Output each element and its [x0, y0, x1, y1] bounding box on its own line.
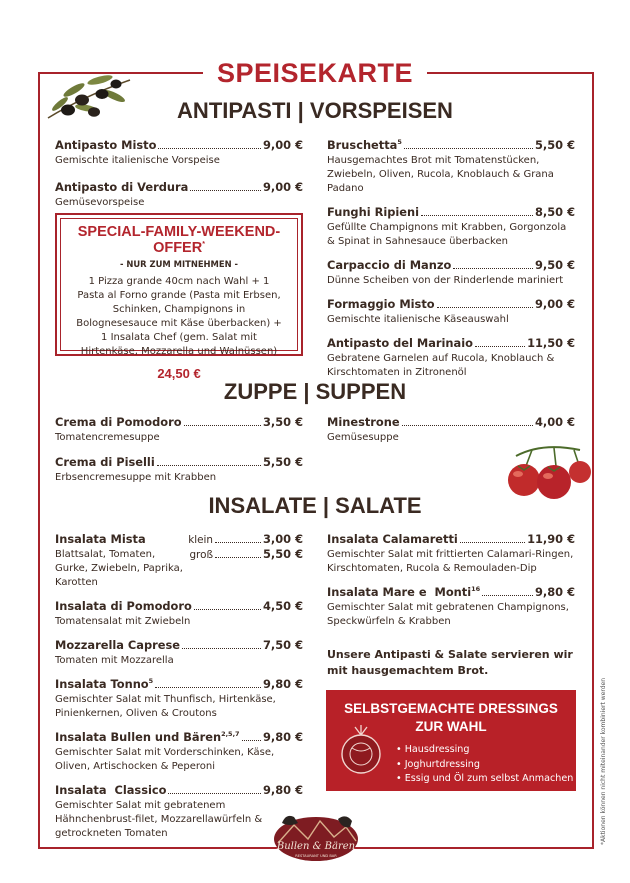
- item-price: 4,00 €: [535, 415, 575, 429]
- offer-price: 24,50 €: [157, 366, 201, 381]
- item-description: Tomatencremesuppe: [55, 432, 160, 443]
- menu-item: [55, 677, 303, 721]
- item-description: Tomatensalat mit Zwiebeln: [55, 616, 191, 627]
- size-label: groß: [189, 549, 213, 561]
- item-description: Gebratene Garnelen auf Rucola, Knoblauch & Kirschtomaten in Zitronenöl: [327, 353, 555, 378]
- item-price: 5,50 €: [535, 138, 575, 152]
- menu-item-insalata-mista: [55, 532, 303, 590]
- dressings-title: SELBSTGEMACHTE DRESSINGS ZUR WAHL: [344, 701, 558, 734]
- menu-item: [327, 532, 575, 576]
- item-description: Erbsencremesuppe mit Krabben: [55, 472, 217, 483]
- dressing-item: • Hausdressing: [396, 743, 573, 758]
- insalate-right-column: [327, 532, 575, 679]
- menu-item: [327, 336, 575, 380]
- item-price: 11,50 €: [527, 336, 575, 350]
- item-description: Hausgemachtes Brot mit Tomatenstücken, Zwiebeln, Oliven, Rucola, Knoblauch & Grana Padano: [327, 155, 554, 194]
- item-name: Bruschetta$^5$: [327, 138, 402, 152]
- item-description: Gemischter Salat mit gebratenem Hähnchenbrust-filet, Mozzarellawürfeln & getrockneten Tomaten: [55, 800, 263, 839]
- bull-and-bear-logo: [268, 805, 364, 865]
- antipasti-right-column: [327, 138, 575, 389]
- item-name: Antipasto di Verdura: [55, 180, 189, 194]
- menu-item: [55, 138, 303, 168]
- item-description: Gemischte italienische Käseauswahl: [327, 314, 509, 325]
- item-name: Carpaccio di Manzo: [327, 258, 452, 272]
- size-label: klein: [188, 534, 213, 546]
- item-name: Insalata Tonno$^5$: [55, 677, 154, 691]
- item-description: Gemüsesuppe: [327, 432, 399, 443]
- item-name: Insalata di Pomodoro: [55, 599, 192, 613]
- logo-subtext: RESTAURANT UND BAR: [295, 854, 337, 858]
- offer-description: 1 Pizza grande 40cm nach Wahl + 1 Pasta al Forno grande (Pasta mit Erbsen, Schinken, Champignons in Bolognesesauce mit Käse überbacken) + 1 Insalata Chef (gem. Salat mit Hirtenkäse, Mozzarella und Walnüssen): [76, 276, 282, 357]
- item-description: Blattsalat, Tomaten, Gurke, Zwiebeln, Paprika, Karotten: [55, 549, 183, 588]
- item-description: Gemischter Salat mit frittierten Calamari-Ringen, Kirschtomaten, Rucola & Remouladen-Dip: [327, 549, 574, 574]
- dressings-box: [326, 690, 576, 791]
- item-price: 4,50 €: [263, 599, 303, 613]
- item-price: 9,00 €: [535, 297, 575, 311]
- logo-text: Bullen & Bären: [276, 841, 356, 852]
- item-price: 9,80 €: [535, 585, 575, 599]
- item-name: Crema di Pomodoro: [55, 415, 182, 429]
- item-description: Gemischter Salat mit Vorderschinken, Käse, Oliven, Artischocken & Peperoni: [55, 747, 275, 772]
- item-price: 7,50 €: [263, 638, 303, 652]
- menu-item: [55, 180, 303, 210]
- menu-item: [55, 599, 303, 629]
- item-name: Antipasto Misto: [55, 138, 157, 152]
- item-price: 9,50 €: [535, 258, 575, 272]
- item-name: Minestrone: [327, 415, 400, 429]
- section-title-insalate: INSALATE | SALATE: [208, 493, 422, 518]
- menu-item: [327, 138, 575, 196]
- item-price: 8,50 €: [535, 205, 575, 219]
- item-name: Mozzarella Caprese: [55, 638, 180, 652]
- tomato-illustration-icon: [338, 720, 384, 778]
- item-price: 9,00 €: [263, 180, 303, 194]
- bread-note: Unsere Antipasti & Salate servieren wir mit hausgemachtem Brot.: [327, 648, 573, 677]
- item-name: Formaggio Misto: [327, 297, 435, 311]
- offer-subtitle: - NUR ZUM MITNEHMEN -: [119, 259, 239, 269]
- zuppe-left-column: [55, 415, 303, 494]
- item-name: Insalata Mista: [55, 532, 146, 546]
- menu-item: [327, 585, 575, 629]
- menu-item: [55, 638, 303, 668]
- menu-item: [327, 258, 575, 288]
- item-price: 3,50 €: [263, 415, 303, 429]
- menu-item: [55, 415, 303, 445]
- item-price: 11,90 €: [527, 532, 575, 546]
- item-description: Gemischter Salat mit gebratenen Champignons, Speckwürfeln & Krabben: [327, 602, 569, 627]
- item-description: Gemüsevorspeise: [55, 197, 145, 208]
- item-name: Insalata Calamaretti: [327, 532, 458, 546]
- section-title-antipasti: ANTIPASTI | VORSPEISEN: [177, 98, 453, 123]
- dressings-list: [396, 743, 573, 787]
- insalate-left-column: [55, 532, 303, 850]
- item-price: 5,50 €: [263, 455, 303, 469]
- item-price: 9,80 €: [263, 730, 303, 744]
- dressing-item: • Joghurtdressing: [396, 758, 573, 773]
- menu-item: [327, 205, 575, 249]
- item-price: 9,00 €: [263, 138, 303, 152]
- combination-note: *Aktionen können nicht miteinander kombiniert werden: [600, 677, 607, 845]
- item-name: Insalata Bullen und Bären$^{2,5,7}$: [55, 730, 240, 744]
- section-title-zuppe: ZUPPE | SUPPEN: [223, 379, 407, 404]
- item-price: 9,80 €: [263, 677, 303, 691]
- item-description: Gemischte italienische Vorspeise: [55, 155, 220, 166]
- item-description: Dünne Scheiben von der Rinderlende mariniert: [327, 275, 564, 286]
- item-description: Gefüllte Champignons mit Krabben, Gorgonzola & Spinat in Sahnesauce überbacken: [327, 222, 567, 247]
- item-name: Antipasto del Marinaio: [327, 336, 473, 350]
- item-name: Crema di Piselli: [55, 455, 155, 469]
- menu-item: [55, 455, 303, 485]
- item-description: Gemischter Salat mit Thunfisch, Hirtenkäse, Pinienkernen, Oliven & Croutons: [55, 694, 276, 719]
- page-title: SPEISEKARTE: [203, 58, 427, 88]
- menu-item: [55, 783, 303, 841]
- offer-title: SPECIAL-FAMILY-WEEKEND-OFFER*: [77, 224, 281, 256]
- menu-item: [55, 730, 303, 774]
- special-offer-box: [55, 213, 303, 381]
- item-name: Insalata Classico: [55, 783, 167, 797]
- antipasti-left-column: [55, 138, 303, 219]
- item-name: Insalata Mare e Monti$^{16}$: [327, 585, 481, 599]
- item-description: Tomaten mit Mozzarella: [55, 655, 174, 666]
- item-price: 3,00 €: [263, 532, 303, 546]
- item-price: 5,50 €: [263, 547, 303, 561]
- dressing-item: • Essig und Öl zum selbst Anmachen: [396, 772, 573, 787]
- item-name: Funghi Ripieni: [327, 205, 420, 219]
- menu-item: [327, 297, 575, 327]
- item-price: 9,80 €: [263, 783, 303, 797]
